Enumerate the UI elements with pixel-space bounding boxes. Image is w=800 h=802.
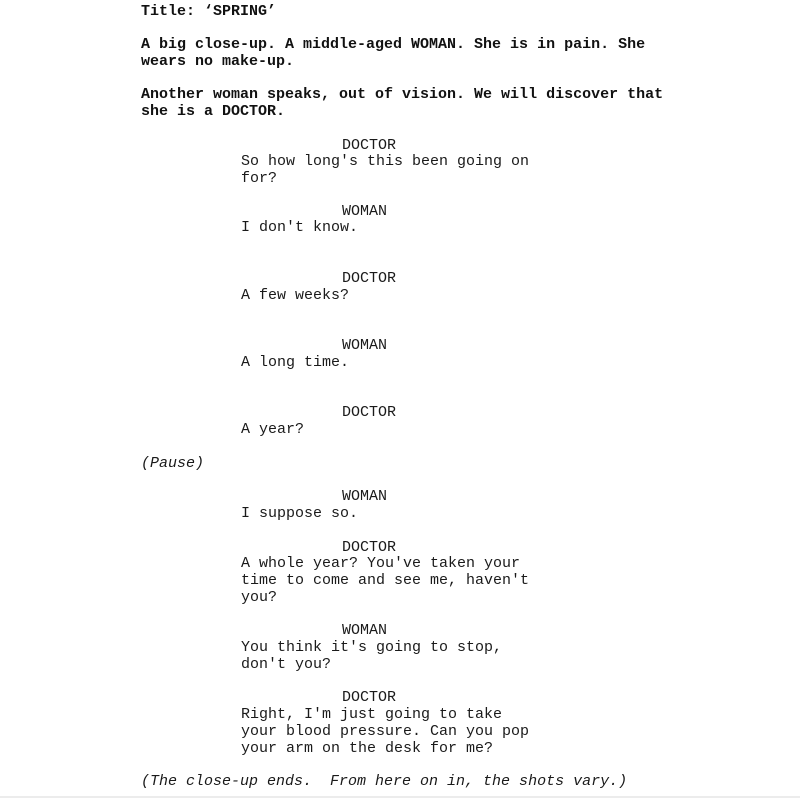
dialogue-line: I suppose so. (241, 505, 359, 522)
dialogue-line: Right, I'm just going to take your blood pressure. Can you pop your arm on the desk for me? (241, 706, 530, 757)
character-name: DOCTOR (342, 404, 397, 421)
character-name: DOCTOR (342, 539, 397, 556)
action-description-2: Another woman speaks, out of vision. We will discover that she is a DOCTOR. (141, 86, 664, 120)
parenthetical-direction: (Pause) (141, 455, 205, 472)
dialogue-line: So how long's this been going on for? (241, 153, 530, 187)
character-name: DOCTOR (342, 137, 397, 154)
character-name: WOMAN (342, 203, 388, 220)
character-name: DOCTOR (342, 270, 397, 287)
dialogue-line: A year? (241, 421, 305, 438)
character-name: WOMAN (342, 622, 388, 639)
dialogue-line: You think it's going to stop, don't you? (241, 639, 503, 673)
dialogue-line: A long time. (241, 354, 350, 371)
dialogue-line: A few weeks? (241, 287, 350, 304)
dialogue-line: A whole year? You've taken your time to come and see me, haven't you? (241, 555, 530, 606)
closing-stage-direction: (The close-up ends. From here on in, the shots vary.) (141, 773, 628, 790)
dialogue-line: I don't know. (241, 219, 359, 236)
character-name: WOMAN (342, 337, 388, 354)
script-title: Title: ‘SPRING’ (141, 3, 277, 20)
character-name: WOMAN (342, 488, 388, 505)
action-description-1: A big close-up. A middle-aged WOMAN. She is in pain. She wears no make-up. (141, 36, 646, 70)
page-bottom-edge (0, 796, 800, 798)
character-name: DOCTOR (342, 689, 397, 706)
